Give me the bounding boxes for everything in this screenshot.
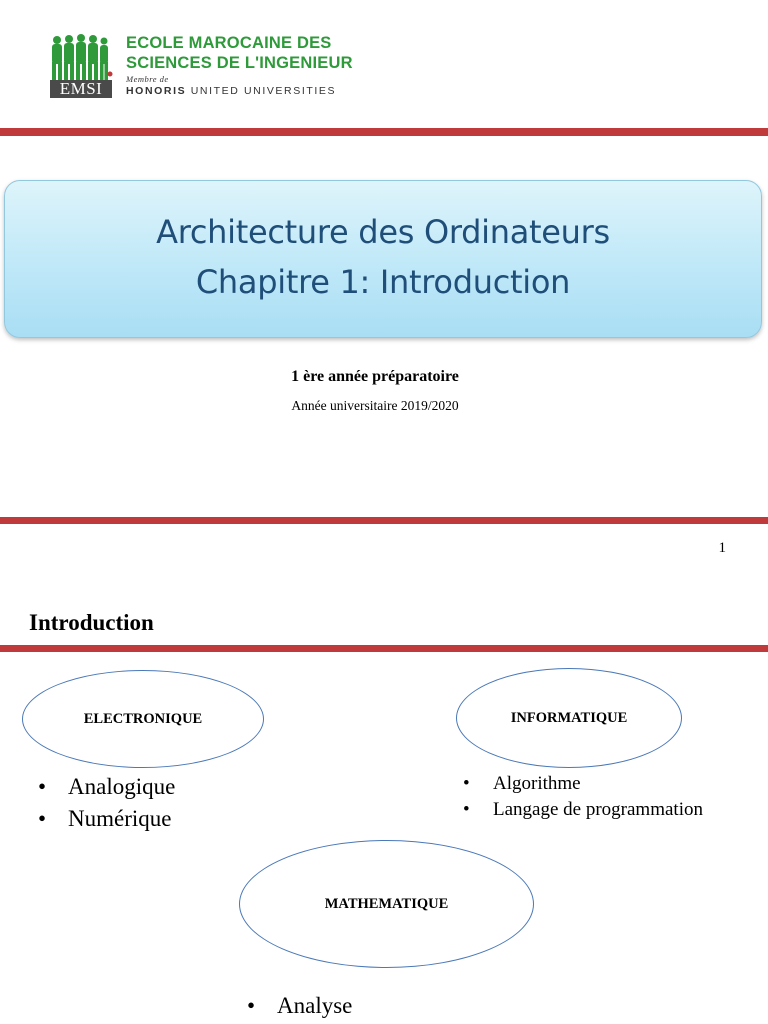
informatique-ellipse	[456, 668, 682, 768]
list-item	[38, 771, 175, 803]
logo-school-name-line1: ECOLE MAROCAINE DES	[126, 34, 332, 52]
logo-honoris	[126, 85, 336, 97]
slide-subtitle: 1 ère année préparatoire	[291, 368, 459, 385]
section-heading: Introduction	[29, 610, 154, 635]
logo-membre-de: Membre de	[126, 74, 169, 84]
bullet-icon: •	[247, 993, 256, 1018]
page-number: 1	[718, 540, 726, 556]
list-item-text: Langage de programmation	[493, 799, 703, 820]
electronique-ellipse	[22, 670, 264, 768]
mathematique-ellipse	[239, 840, 534, 968]
bullet-icon: •	[38, 774, 47, 799]
red-divider-heading	[0, 645, 768, 652]
list-item	[463, 797, 703, 823]
list-item	[247, 990, 352, 1022]
academic-year: Année universitaire 2019/2020	[291, 398, 459, 413]
mathematique-list	[247, 990, 352, 1022]
list-item-text: Analyse	[277, 993, 353, 1018]
list-item-text: Algorithme	[493, 773, 581, 794]
red-divider-slide-end	[0, 517, 768, 524]
slide-title-line1: Architecture des Ordinateurs	[156, 213, 610, 251]
people-silhouettes-icon	[48, 34, 114, 82]
red-divider-top	[0, 128, 768, 136]
logo-honoris-bold: HONORIS	[126, 85, 187, 97]
list-item-text: Numérique	[68, 806, 172, 831]
bullet-icon: •	[463, 799, 470, 820]
electronique-label: ELECTRONIQUE	[83, 710, 203, 727]
list-item	[463, 771, 703, 797]
informatique-label: INFORMATIQUE	[510, 709, 628, 726]
list-item-text: Analogique	[68, 774, 176, 799]
electronique-list	[38, 771, 175, 835]
list-item	[38, 803, 175, 835]
slide-title-line2: Chapitre 1: Introduction	[195, 263, 571, 301]
logo-honoris-rest: UNITED UNIVERSITIES	[190, 85, 337, 97]
logo-school-name-line2: SCIENCES DE L'INGENIEUR	[126, 54, 353, 72]
bullet-icon: •	[38, 806, 47, 831]
emsi-logo	[48, 34, 353, 100]
informatique-list	[463, 771, 703, 823]
mathematique-label: MATHEMATIQUE	[324, 895, 449, 912]
title-box	[4, 180, 762, 338]
bullet-icon: •	[463, 773, 470, 794]
logo-badge: EMSI	[50, 80, 112, 98]
